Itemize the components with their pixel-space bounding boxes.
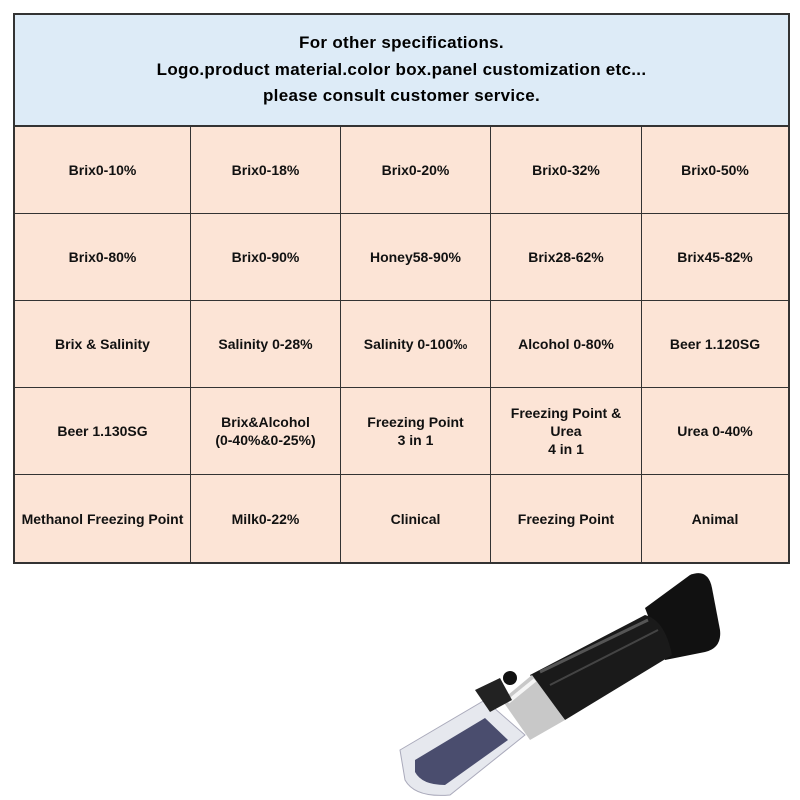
refractometer-image xyxy=(390,560,800,800)
spec-cell: Clinical xyxy=(341,475,491,562)
spec-cell: Brix28-62% xyxy=(491,214,642,301)
spec-cell: Freezing Point xyxy=(491,475,642,562)
spec-cell: Urea 0-40% xyxy=(642,388,788,475)
spec-cell: Brix & Salinity xyxy=(15,301,191,388)
spec-cell: Milk0-22% xyxy=(191,475,341,562)
spec-cell: Brix0-20% xyxy=(341,127,491,214)
prism-cover xyxy=(400,671,525,795)
spec-cell: Animal xyxy=(691,510,739,527)
spec-table xyxy=(13,13,790,564)
spec-cell: Salinity 0-28% xyxy=(191,301,341,388)
spec-cell: Brix&Alcohol (0-40%&0-25%) xyxy=(191,388,341,475)
spec-cell: Freezing Point & Urea 4 in 1 xyxy=(491,388,642,475)
spec-cell: Brix0-18% xyxy=(191,127,341,214)
spec-cell: Salinity 0-100‰ xyxy=(341,301,491,388)
spec-cell: Brix0-80% xyxy=(15,214,191,301)
spec-cell: Freezing Point 3 in 1 xyxy=(341,388,491,475)
spec-cell: Brix0-50% xyxy=(642,127,788,214)
spec-cell: Brix0-10% xyxy=(15,127,191,214)
spec-cell: Brix0-90% xyxy=(191,214,341,301)
spec-grid xyxy=(15,127,788,562)
header-line: For other specifications. xyxy=(299,33,504,53)
spec-cell: Brix0-32% xyxy=(491,127,642,214)
spec-cell: Beer 1.120SG xyxy=(642,301,788,388)
spec-cell: Beer 1.130SG xyxy=(15,388,191,475)
spec-cell: Brix45-82% xyxy=(642,214,788,301)
spec-cell: Methanol Freezing Point xyxy=(15,475,191,562)
spec-cell: Honey58-90% xyxy=(341,214,491,301)
table-header-note xyxy=(15,15,788,127)
header-line: please consult customer service. xyxy=(262,86,540,106)
header-line: Logo.product material.color box.panel customization etc... xyxy=(156,59,647,79)
spec-cell: Alcohol 0-80% xyxy=(491,301,642,388)
